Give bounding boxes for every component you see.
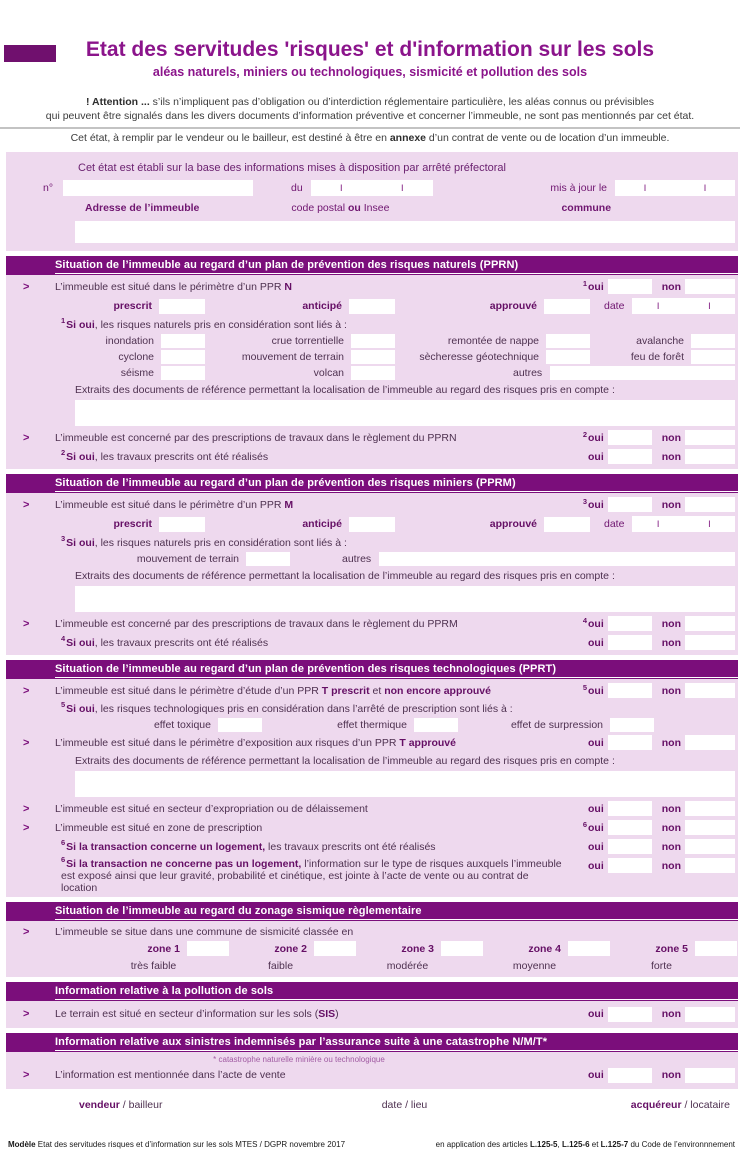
date-separator: I xyxy=(643,183,647,193)
pprm-header: Situation de l’immeuble au regard d’un plan de prévention des risques miniers (PPRM) xyxy=(6,474,738,493)
pprt-logement-non-checkbox[interactable] xyxy=(685,839,735,854)
numero-input[interactable] xyxy=(63,180,253,196)
risk-inondation-checkbox[interactable] xyxy=(161,334,205,348)
section-sismique xyxy=(6,902,738,977)
section-pprm xyxy=(6,474,738,655)
footer-left: Modèle Etat des servitudes risques et d’information sur les sols MTES / DGPR novembre 2017 xyxy=(8,1140,346,1149)
pprn-risques-row2: cyclone mouvement de terrain sècheresse géotechnique feu de forêt xyxy=(6,349,738,365)
pprt-expropriation-row: > L’immeuble est situé en secteur d’expropriation ou de délaissement oui non xyxy=(6,799,738,818)
pprn-extraits-input[interactable] xyxy=(75,400,735,426)
attention-block xyxy=(0,95,740,123)
footer-right: en application des articles L.125-5, L.125-6 et L.125-7 du Code de l’environnnement xyxy=(435,1140,735,1149)
pprt-prescription-oui-checkbox[interactable] xyxy=(608,820,652,835)
sis-oui-checkbox[interactable] xyxy=(608,1007,652,1022)
risk-seisme-checkbox[interactable] xyxy=(161,366,205,380)
pprt-non-logement-row: $^6$Si la transaction ne concerne pas un logement, l’information sur le type de risques auxquels l’immeuble est exposé ainsi que leur gravité, probabilité et cinétique, est jointe à l’acte de vente ou au contrat de location oui non xyxy=(6,856,738,894)
effet-surpression-checkbox[interactable] xyxy=(610,718,654,732)
risk-feu-foret-checkbox[interactable] xyxy=(691,350,735,364)
section-pprn xyxy=(6,256,738,469)
code-postal-label: code postal ou Insee xyxy=(291,202,390,214)
date-separator: I xyxy=(339,183,343,193)
pprn-travaux-si-oui-row: $^2$Si oui, les travaux prescrits ont été réalisés oui non xyxy=(6,447,738,466)
pprn-perimetre-row: > L’immeuble est situé dans le périmètre d’un PPR N 1 oui non xyxy=(6,277,738,296)
zones-row: zone 1 zone 2 zone 3 zone 4 zone 5 xyxy=(6,940,738,957)
page-footer xyxy=(8,1140,735,1149)
pprn-travaux-row: > L’immeuble est concerné par des prescriptions de travaux dans le règlement du PPRN 2 oui non xyxy=(6,428,738,447)
chevron-icon: > xyxy=(23,617,30,630)
pprn-perimetre-non-checkbox[interactable] xyxy=(685,279,735,294)
acte-oui-checkbox[interactable] xyxy=(608,1068,652,1083)
pprm-autres-input[interactable] xyxy=(379,552,735,566)
pprm-perimetre-oui-checkbox[interactable] xyxy=(608,497,652,512)
pprt-etude-row: > L’immeuble est situé dans le périmètre d’étude d’un PPR T prescrit et non encore approuvé 5 oui non xyxy=(6,681,738,700)
zone2-checkbox[interactable] xyxy=(314,941,356,956)
pprm-realises-oui-checkbox[interactable] xyxy=(608,635,652,650)
anticipe-label: anticipé xyxy=(302,300,342,312)
effet-toxique-checkbox[interactable] xyxy=(218,718,262,732)
sis-non-checkbox[interactable] xyxy=(685,1007,735,1022)
pprt-extraits-input[interactable] xyxy=(75,771,735,797)
risk-cyclone-checkbox[interactable] xyxy=(161,350,205,364)
pprm-travaux-non-checkbox[interactable] xyxy=(685,616,735,631)
du-date-input[interactable] xyxy=(311,180,433,196)
zone-levels-row: très faible faible modérée moyenne forte xyxy=(130,959,672,972)
commune-label: commune xyxy=(561,202,612,214)
section-pprt xyxy=(6,660,738,897)
adresse-label: Adresse de l’immeuble xyxy=(85,202,200,214)
pprm-body xyxy=(6,493,738,655)
acte-row: > L’information est mentionnée dans l’acte de vente oui non xyxy=(6,1064,738,1086)
attention-line1: ! Attention ... s’ils n’impliquent pas d’obligation ou d’interdiction réglementaire particulière, les aléas connus ou prévisibles xyxy=(85,96,655,108)
chevron-icon: > xyxy=(23,498,30,511)
effet-thermique-checkbox[interactable] xyxy=(414,718,458,732)
footnote-ref: 1 xyxy=(582,279,587,288)
pprm-extraits-input[interactable] xyxy=(75,586,735,612)
acte-non-checkbox[interactable] xyxy=(685,1068,735,1083)
date-separator: I xyxy=(656,301,660,311)
signatures-row xyxy=(6,1099,738,1111)
pprt-body xyxy=(6,679,738,897)
pprn-autres-input[interactable] xyxy=(550,366,735,380)
chevron-icon: > xyxy=(23,925,30,938)
oui-label: oui xyxy=(588,280,604,293)
non-label: non xyxy=(661,280,681,293)
chevron-icon: > xyxy=(23,802,30,815)
arrete-info-block xyxy=(6,152,738,251)
pprt-non-logement-oui-checkbox[interactable] xyxy=(608,858,652,873)
pprt-expropriation-non-checkbox[interactable] xyxy=(685,801,735,816)
date-separator: I xyxy=(400,183,404,193)
pprt-extraits-label: Extraits des documents de référence permettant la localisation de l’immeuble au regard des risques pris en compte : xyxy=(75,754,615,767)
pprm-date-input[interactable]: I I xyxy=(632,516,735,532)
date-lieu-label: date / lieu xyxy=(381,1099,428,1111)
pprt-etude-oui-checkbox[interactable] xyxy=(608,683,652,698)
sismique-header: Situation de l’immeuble au regard du zonage sismique règlementaire xyxy=(6,902,738,921)
autres-label: autres xyxy=(513,367,543,379)
date-separator: I xyxy=(708,301,711,311)
du-label: du xyxy=(291,182,303,194)
pprn-header: Situation de l’immeuble au regard d’un plan de prévention des risques naturels (PPRN) xyxy=(6,256,738,275)
mis-a-jour-date-input[interactable] xyxy=(615,180,735,196)
pprt-header: Situation de l’immeuble au regard d’un plan de prévention des risques technologiques (PPRT) xyxy=(6,660,738,679)
risk-avalanche-checkbox[interactable] xyxy=(691,334,735,348)
pprm-realises-non-checkbox[interactable] xyxy=(685,635,735,650)
divider xyxy=(0,127,740,129)
pprm-etat-row: prescrit anticipé approuvé date I I xyxy=(6,514,738,534)
pprt-etude-non-checkbox[interactable] xyxy=(685,683,735,698)
pprm-si-oui-row: $^3$Si oui, les risques naturels pris en considération sont liés à : xyxy=(61,533,347,549)
zone3-checkbox[interactable] xyxy=(441,941,483,956)
pprm-anticipe-checkbox[interactable] xyxy=(349,517,395,532)
chevron-icon: > xyxy=(23,736,30,749)
pprt-prescription-non-checkbox[interactable] xyxy=(685,820,735,835)
corner-mark xyxy=(4,45,56,62)
pprt-non-logement-non-checkbox[interactable] xyxy=(685,858,735,873)
pprn-approuve-checkbox[interactable] xyxy=(544,299,590,314)
pprm-prescrit-checkbox[interactable] xyxy=(159,517,205,532)
prescrit-label: prescrit xyxy=(113,300,152,312)
risk-mouvement-terrain-checkbox[interactable] xyxy=(351,350,395,364)
chevron-icon: > xyxy=(23,684,30,697)
pprm-travaux-oui-checkbox[interactable] xyxy=(608,616,652,631)
pprn-si-oui-row: $^1$Si oui, les risques naturels pris en considération sont liés à : xyxy=(61,315,347,331)
chevron-icon: > xyxy=(23,280,30,293)
zone1-checkbox[interactable] xyxy=(187,941,229,956)
pprn-realises-oui-checkbox[interactable] xyxy=(608,449,652,464)
pprn-extraits-label: Extraits des documents de référence permettant la localisation de l’immeuble au regard des risques pris en compte : xyxy=(75,383,615,396)
chevron-icon: > xyxy=(23,821,30,834)
risk-volcan-checkbox[interactable] xyxy=(351,366,395,380)
pprt-effets-row: effet toxique effet thermique effet de surpression xyxy=(6,717,738,733)
risk-remontee-nappe-checkbox[interactable] xyxy=(546,334,590,348)
sismique-intro-row: > L’immeuble se situe dans une commune de sismicité classée en xyxy=(6,923,738,940)
mis-a-jour-label: mis à jour le xyxy=(550,182,607,194)
pprn-etat-row xyxy=(6,296,738,316)
section-pollution xyxy=(6,982,738,1028)
pprm-risques-row: mouvement de terrain autres xyxy=(6,551,738,567)
pprn-perimetre-oui-checkbox[interactable] xyxy=(608,279,652,294)
vendeur-label: vendeur / bailleur xyxy=(79,1099,163,1111)
acquereur-label: acquéreur / locataire xyxy=(630,1099,730,1111)
date-label: date xyxy=(604,300,625,312)
pprn-risques-row3: séisme volcan autres xyxy=(6,365,738,381)
pprt-exposition-row: > L’immeuble est situé dans le périmètre d’exposition aux risques d’un PPR T approuvé oui non xyxy=(6,733,738,752)
numero-label: n° xyxy=(43,182,54,194)
chevron-icon: > xyxy=(23,1069,30,1081)
pprn-risques-row1: inondation crue torrentielle remontée de nappe avalanche xyxy=(6,333,738,349)
sismique-body xyxy=(6,921,738,977)
pprm-mouvement-terrain-checkbox[interactable] xyxy=(246,552,290,566)
adresse-labels-row xyxy=(6,198,738,218)
sis-row: > Le terrain est situé en secteur d’information sur les sols (SIS) oui non xyxy=(6,1003,738,1025)
pprn-perimetre-ouinon xyxy=(563,279,735,294)
catastrophe-note: * catastrophe naturelle minière ou technologique xyxy=(213,1055,385,1064)
risk-secheresse-checkbox[interactable] xyxy=(546,350,590,364)
pprm-travaux-si-oui-row: $^4$Si oui, les travaux prescrits ont été réalisés oui non xyxy=(6,633,738,652)
pprt-exposition-non-checkbox[interactable] xyxy=(685,735,735,750)
risk-crue-torrentielle-checkbox[interactable] xyxy=(351,334,395,348)
pprt-si-oui-row: $^5$Si oui, les risques technologiques pris en considération dans l’arrêté de prescription sont liés à : xyxy=(61,699,513,715)
pprt-exposition-oui-checkbox[interactable] xyxy=(608,735,652,750)
chevron-icon: > xyxy=(23,431,30,444)
pprn-travaux-oui-checkbox[interactable] xyxy=(608,430,652,445)
pprt-prescription-row: > L’immeuble est situé en zone de prescription 6 oui non xyxy=(6,818,738,837)
pprn-realises-non-checkbox[interactable] xyxy=(685,449,735,464)
approuve-label: approuvé xyxy=(489,300,537,312)
date-separator: I xyxy=(703,183,707,193)
adresse-input[interactable] xyxy=(75,221,735,243)
pprn-anticipe-checkbox[interactable] xyxy=(349,299,395,314)
pprt-expropriation-oui-checkbox[interactable] xyxy=(608,801,652,816)
zone5-checkbox[interactable] xyxy=(695,941,737,956)
zone4-checkbox[interactable] xyxy=(568,941,610,956)
chevron-icon: > xyxy=(23,1008,30,1020)
page-subtitle: aléas naturels, miniers ou technologiques, sismicité et pollution des sols xyxy=(152,65,588,79)
arrete-intro: Cet état est établi sur la base des informations mises à disposition par arrêté préfectoral xyxy=(78,162,506,174)
pprt-logement-oui-checkbox[interactable] xyxy=(608,839,652,854)
pprm-perimetre-row: > L’immeuble est situé dans le périmètre d’un PPR M 3 oui non xyxy=(6,495,738,514)
pollution-body xyxy=(6,1001,738,1028)
pprn-prescrit-checkbox[interactable] xyxy=(159,299,205,314)
page-title: Etat des servitudes 'risques' et d'information sur les sols xyxy=(85,38,655,61)
pprm-extraits-label: Extraits des documents de référence permettant la localisation de l’immeuble au regard des risques pris en compte : xyxy=(75,569,615,582)
pprt-logement-row: $^6$Si la transaction concerne un logement, les travaux prescrits ont été réalisés oui non xyxy=(6,837,738,856)
section-sinistres xyxy=(6,1033,738,1089)
pprn-body xyxy=(6,275,738,469)
pprn-date-input[interactable] xyxy=(632,298,735,314)
attention-line2: qui peuvent être signalés dans les divers documents d’information préventive et concerner l’immeuble, ne sont pas mentionnés par cet état. xyxy=(45,110,695,122)
pprm-perimetre-non-checkbox[interactable] xyxy=(685,497,735,512)
annexe-note: Cet état, à remplir par le vendeur ou le bailleur, est destiné à être en annexe d’un contrat de vente ou de location d’un immeuble. xyxy=(70,132,670,144)
arrete-row xyxy=(6,178,738,198)
sinistres-body xyxy=(6,1052,738,1089)
pprm-approuve-checkbox[interactable] xyxy=(544,517,590,532)
pollution-header: Information relative à la pollution de sols xyxy=(6,982,738,1001)
pprn-travaux-non-checkbox[interactable] xyxy=(685,430,735,445)
sinistres-header: Information relative aux sinistres indemnisés par l’assurance suite à une catastrophe N/M/T* xyxy=(6,1033,738,1052)
autres-label: autres xyxy=(342,553,372,565)
pprm-travaux-row: > L’immeuble est concerné par des prescriptions de travaux dans le règlement du PPRM 4 oui non xyxy=(6,614,738,633)
